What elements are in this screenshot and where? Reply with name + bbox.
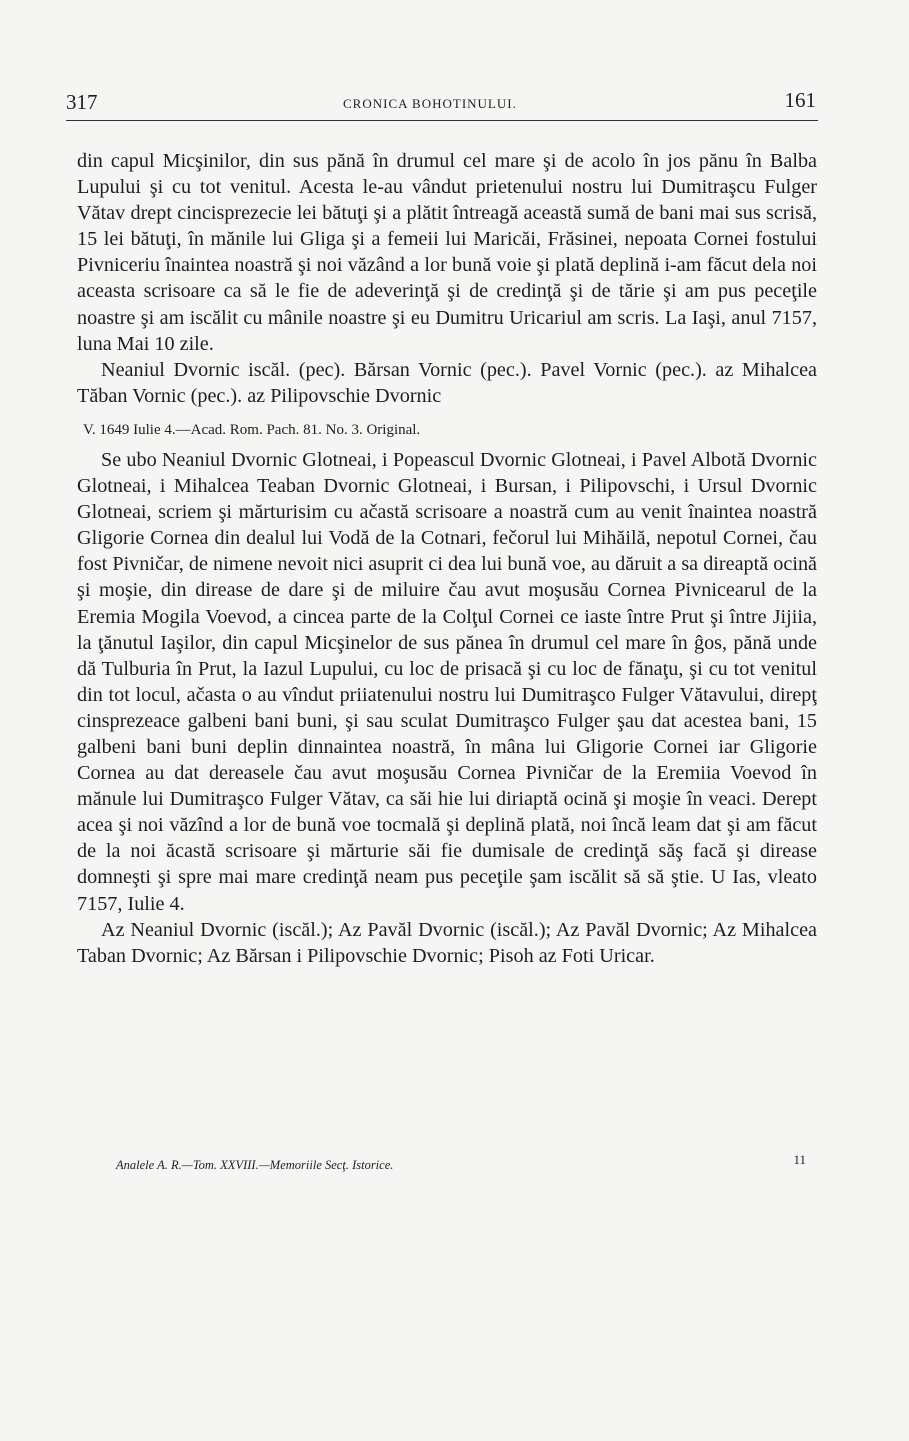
paragraph-signatures-2: Az Neaniul Dvornic (iscăl.); Az Pavăl Dvornic (iscăl.); Az Pavăl Dvornic; Az Mihalcea Taban Dvornic; Az Bărsan i Pilipovschie Dvornic; Pisoh az Foti Uricar. — [77, 918, 817, 967]
running-title: CRONICA BOHOTINULUI. — [343, 96, 517, 111]
page-number-left: 317 — [66, 90, 98, 114]
page-footer — [116, 1152, 816, 1182]
page-body — [77, 148, 817, 969]
printer-signature: 11 — [793, 1152, 806, 1167]
paragraph-1: din capul Micşinilor, din sus pănă în drumul cel mare şi de acolo în jos pănu în Balba Lupului şi cu tot venitul. Acesta le-au vândut prietenului nostru lui Dumitraşcu Fulger Vătav drept cincisprezecie lei bătuţi şi a plătit întreagă această sumă de bani mai sus scrisă, 15 lei bătuţi, în mănile lui Gliga şi a femeii lui Maricăi, Frăsinei, nepoata Cornei fostului Pivniceriu înaintea noastră şi noi văzând a lor bună voie şi plată deplină i-am făcut dela noi aceasta scrisoare ca să le fie de adeverinţă şi de credinţă şi de tărie şi am pus peceţile noastre şi am iscălit cu mânile noastre şi eu Dumitru Uricariul am scris. La Iaşi, anul 7157, luna Mai 10 zile. — [77, 150, 817, 355]
document-source-heading: V. 1649 Iulie 4.—Acad. Rom. Pach. 81. No. 3. Original. — [83, 421, 421, 438]
footer-reference: Analele A. R.—Tom. XXVIII.—Memoriile Secţ. Istorice. — [116, 1158, 394, 1172]
paragraph-2: Se ubo Neaniul Dvornic Glotneai, i Popeascul Dvornic Glotneai, i Pavel Albotă Dvornic Glotneai, i Mihalcea Teaban Dvornic Glotneai, i Bursan, i Pilipovschi, i Ursul Dvornic Glotneai, scriem şi mărturisim cu ačastă scrisoare a noastră cum au venit înaintea noastră Gligorie Cornea din dealul lui Vodă de la Cotnari, fečorul lui Mihăilă, nepotul Cornei, čau fost Pivničar, de nimene nevoit nici asuprit ci dea lui bună voe, au dăruit a sa direaptă ocină şi moşie, din direase de dare şi de miluire čau avut moşusău Cornea Pivnicearul de la Eremia Mogila Voevod, a cincea parte de la Colţul Cornei ce iaste între Prut şi între Jijiia, la ţănutul Iaşilor, din capul Micşinelor de sus pănea în drumul cel mare în ĝos, pănă unde dă Tulburia în Prut, la Iazul Lupului, cu loc de prisacă şi cu loc de fănaţu, şi cu tot venitul din tot locul, ačasta o au vîndut priiatenului nostru lui Dumitraşco Fulger Vătavului, direpţ cinsprezeace galbeni bani buni, şi sau sculat Dumitraşco Fulger şau dat acestea bani, 15 galbeni bani buni deplin dinnaintea noastră, în mâna lui Gligorie Cornei iar Gligorie Cornea au dat dereasele čau avut moşusău Cornea Pivničar de la Eremiia Voevod în mănule lui Dumitraşco Fulger Vătav, ca săi hie lui diriaptă ocină şi moşie în veaci. Derept acea şi noi văzînd a lor de bună voe tocmală şi deplină plată, noi încă leam dat şi am făcut de la noi ăcastă scrisoare şi mărturie săi fie dumisale de credinţă săş facă şi direase domneşti şi spre mai mare credinţă neam pus peceţile şam iscălit să să ştie. U Ias, vleato 7157, Iulie 4. — [77, 448, 817, 915]
page-number-right: 161 — [784, 88, 816, 112]
header-rule — [66, 120, 818, 121]
paragraph-signatures-1: Neaniul Dvornic iscăl. (pec). Bărsan Vornic (pec.). Pavel Vornic (pec.). az Mihalcea Tăban Vornic (pec.). az Pilipovschie Dvornic — [77, 358, 817, 407]
page-header — [66, 90, 816, 122]
